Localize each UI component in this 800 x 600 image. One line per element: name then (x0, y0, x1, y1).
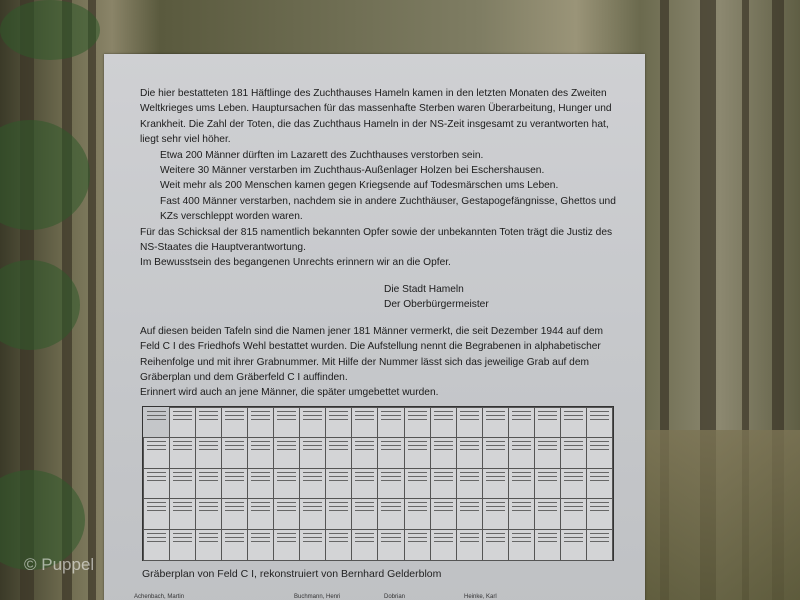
item-text: Etwa 200 Männer dürften im Lazarett des Zuchthauses verstorben sein. (160, 149, 484, 161)
name-entry: Buchmann, Henri (294, 594, 341, 600)
grave-cell (351, 437, 378, 469)
name-entry: Achenbach, Martin (134, 594, 185, 600)
item-text: Weit mehr als 200 Menschen kamen gegen Kriegsende auf Todesmärschen ums Leben. (160, 180, 559, 192)
grave-cell (195, 437, 222, 469)
grave-cell (560, 407, 587, 439)
grave-cell (430, 498, 457, 530)
grave-cell (534, 498, 561, 530)
intro-paragraph: Die hier bestatteten 181 Häftlinge des Zuchthauses Hameln kamen in den letzten Monaten des Zweiten Weltkrieges ums Leben. Hauptursachen für das massenhafte Sterben waren Überarbeitung, Hunger und Krankheit. Die Zahl der Toten, die das Zuchthaus Hameln in der NS-Zeit insgesamt zu verantworten hat, liegt sehr viel höher. (140, 88, 612, 146)
name-entry: Dobrian (384, 594, 406, 600)
grave-cell (273, 529, 300, 561)
grave-cell (586, 498, 613, 530)
grave-cell (560, 529, 587, 561)
grave-cell (534, 529, 561, 561)
grave-cell (143, 437, 170, 469)
remembrance-line: Im Bewusstsein des begangenen Unrechts erinnern wir an die Opfer. (140, 257, 451, 269)
grave-cell (325, 498, 352, 530)
grave-cell (273, 407, 300, 439)
grave-cell (325, 407, 352, 439)
grave-cell (325, 468, 352, 500)
grave-cell (586, 468, 613, 500)
grave-cell (377, 498, 404, 530)
grave-cell (169, 529, 196, 561)
grave-cell (430, 407, 457, 439)
grave-cell (325, 529, 352, 561)
grave-cell (586, 407, 613, 439)
grave-cell (221, 437, 248, 469)
grave-cell (247, 468, 274, 500)
grave-cell (377, 529, 404, 561)
grave-cell (325, 437, 352, 469)
grid-caption: Gräberplan von Feld C I, rekonstruiert von Bernhard Gelderblom (142, 568, 442, 580)
grave-cell (586, 437, 613, 469)
grave-cell (456, 407, 483, 439)
grave-cell (586, 529, 613, 561)
grave-cell (377, 468, 404, 500)
grave-cell (143, 407, 170, 439)
grave-cell (351, 468, 378, 500)
tree-trunk (88, 0, 96, 600)
memorial-plaque (104, 54, 645, 600)
grave-cell (221, 468, 248, 500)
grave-cell (404, 529, 431, 561)
grave-cell (560, 468, 587, 500)
grave-cell (508, 498, 535, 530)
grave-cell (456, 498, 483, 530)
item-text: Weitere 30 Männer verstarben im Zuchthaus-Außenlager Holzen bei Eschershausen. (160, 165, 545, 177)
grave-cell (247, 529, 274, 561)
grave-cell (482, 437, 509, 469)
grave-cell (456, 437, 483, 469)
grave-cell (430, 468, 457, 500)
grave-cell (299, 529, 326, 561)
grave-cell (273, 498, 300, 530)
grave-cell (508, 437, 535, 469)
grave-cell (560, 437, 587, 469)
grave-cell (404, 498, 431, 530)
grave-cell (404, 407, 431, 439)
signature-mayor: Der Oberbürgermeister (384, 299, 489, 311)
grave-cell (430, 437, 457, 469)
fir-branch (0, 0, 100, 60)
grave-cell (169, 407, 196, 439)
fir-branch (0, 120, 90, 230)
tables-paragraph: Auf diesen beiden Tafeln sind die Namen jener 181 Männer vermerkt, die seit Dezember 1944 auf dem Feld C I des Friedhofs Wehl bestattet wurden. Die Aufstellung nennt die Begrabenen in alphabetischer Reihenfolge und mit ihrer Grabnummer. Mit Hilfe der Nummer lässt sich das jeweilige Grab auf dem Gräberplan und dem Gräberfeld C I auffinden. (140, 325, 604, 383)
grave-cell (534, 407, 561, 439)
grave-cell (456, 529, 483, 561)
grave-cell (508, 407, 535, 439)
grave-cell (299, 407, 326, 439)
grave-cell (404, 437, 431, 469)
grave-cell (247, 498, 274, 530)
responsibility-paragraph: Für das Schicksal der 815 namentlich bekannten Opfer sowie der unbekannten Toten trägt die Justiz des NS-Staates die Hauptverantwortung. (140, 226, 613, 254)
grave-cell (508, 468, 535, 500)
grave-cell (456, 468, 483, 500)
grave-cell (195, 529, 222, 561)
grave-cell (143, 529, 170, 561)
signature-city: Die Stadt Hameln (384, 283, 464, 295)
grave-plan-grid (142, 406, 614, 561)
item-text: Fast 400 Männer verstarben, nachdem sie in andere Zuchthäuser, Gestapogefängnisse, Ghettos und KZs verschleppt worden waren. (160, 195, 616, 223)
grave-cell (247, 437, 274, 469)
grave-cell (482, 529, 509, 561)
grave-cell (534, 437, 561, 469)
grave-cell (534, 468, 561, 500)
grave-cell (221, 529, 248, 561)
grave-cell (299, 468, 326, 500)
grave-cell (404, 468, 431, 500)
grave-cell (273, 437, 300, 469)
grave-cell (195, 498, 222, 530)
grave-cell (377, 437, 404, 469)
grave-cell (221, 498, 248, 530)
grave-cell (377, 407, 404, 439)
grave-cell (482, 407, 509, 439)
watermark: © Puppel (24, 555, 95, 574)
name-entry: Heinke, Karl (464, 594, 497, 600)
grave-cell (169, 468, 196, 500)
grave-cell (143, 498, 170, 530)
grave-cell (560, 498, 587, 530)
grave-cell (221, 407, 248, 439)
grave-cell (299, 498, 326, 530)
reburied-line: Erinnert wird auch an jene Männer, die später umgebettet wurden. (140, 387, 439, 399)
grave-cell (247, 407, 274, 439)
forest-ground (640, 430, 800, 600)
grave-cell (195, 468, 222, 500)
grave-cell (351, 498, 378, 530)
plaque-text (140, 86, 620, 401)
grave-cell (273, 468, 300, 500)
grave-cell (299, 437, 326, 469)
grave-cell (508, 529, 535, 561)
grave-cell (351, 407, 378, 439)
grave-cell (169, 437, 196, 469)
grave-cell (482, 498, 509, 530)
grave-cell (195, 407, 222, 439)
grave-cell (430, 529, 457, 561)
grave-cell (143, 468, 170, 500)
grave-cell (169, 498, 196, 530)
grave-cell (482, 468, 509, 500)
grave-cell (351, 529, 378, 561)
